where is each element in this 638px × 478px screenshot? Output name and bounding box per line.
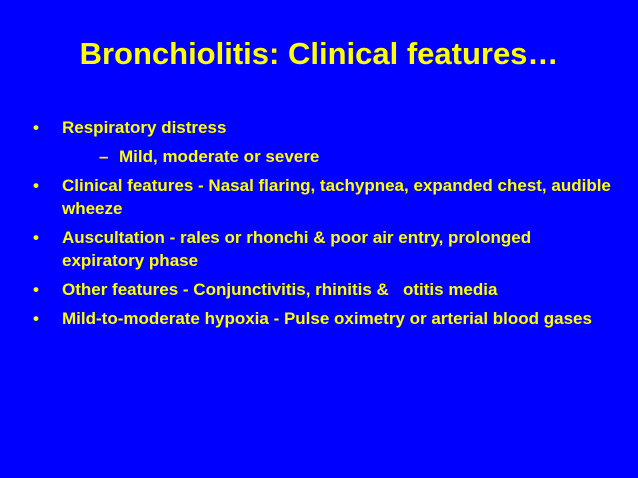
- bullet-marker: •: [33, 176, 39, 195]
- bullet-marker: •: [33, 118, 39, 137]
- bullet-list: [33, 116, 616, 336]
- slide-title: Bronchiolitis: Clinical features…: [79, 36, 559, 71]
- bullet-item: [33, 278, 613, 301]
- bullet-text: Respiratory distress: [62, 118, 227, 137]
- sub-bullet-marker: –: [99, 147, 109, 166]
- bullet-marker: •: [33, 309, 39, 328]
- sub-bullet-text: Mild, moderate or severe: [119, 147, 320, 166]
- bullet-item: [33, 174, 616, 220]
- sub-bullet-item: [62, 145, 613, 168]
- bullet-text: Clinical features - Nasal flaring, tachypnea, expanded chest, audible wheeze: [62, 176, 616, 218]
- bullet-marker: •: [33, 280, 39, 299]
- bullet-text: Auscultation - rales or rhonchi & poor air entry, prolonged expiratory phase: [62, 228, 536, 270]
- bullet-text: Mild-to-moderate hypoxia - Pulse oximetry or arterial blood gases: [62, 309, 592, 328]
- bullet-item: [33, 226, 613, 272]
- bullet-marker: •: [33, 228, 39, 247]
- bullet-item: [33, 307, 613, 330]
- bullet-text: Other features - Conjunctivitis, rhinitis & otitis media: [62, 280, 498, 299]
- bullet-item: [33, 116, 613, 168]
